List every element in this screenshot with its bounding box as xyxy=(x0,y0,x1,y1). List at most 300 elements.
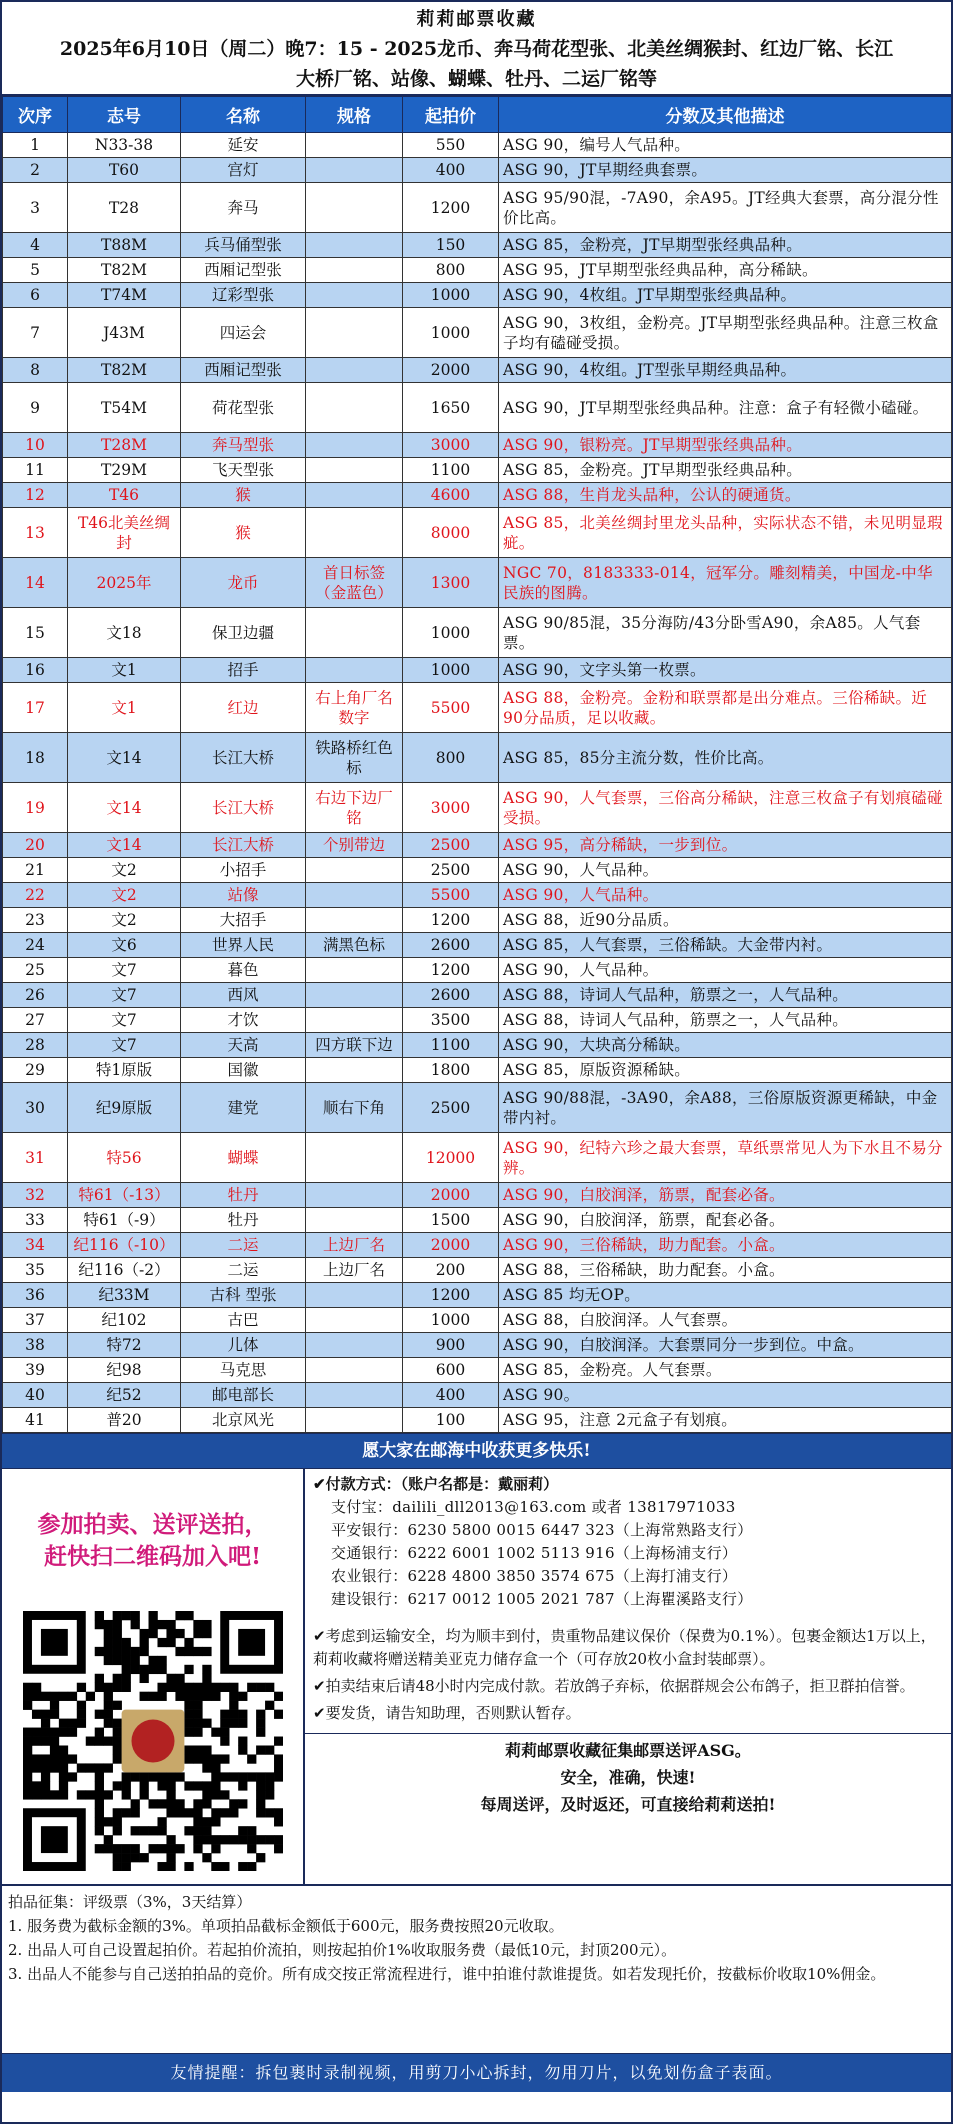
lot-number: 15 xyxy=(3,608,68,658)
lot-start-price: 8000 xyxy=(403,508,499,558)
lot-name: 大招手 xyxy=(181,908,306,933)
lot-description: ASG 85，金粉亮。JT早期型张经典品种。 xyxy=(499,458,952,483)
lot-description: ASG 90，人气品种。 xyxy=(499,883,952,908)
lot-name: 小招手 xyxy=(181,858,306,883)
lot-description: ASG 90，纪特六珍之最大套票，草纸票常见人为下水且不易分辨。 xyxy=(499,1133,952,1183)
lot-number: 16 xyxy=(3,658,68,683)
lot-name: 延安 xyxy=(181,133,306,158)
lot-code: T28M xyxy=(68,433,181,458)
lot-name: 牡丹 xyxy=(181,1208,306,1233)
lot-description: ASG 90，JT早期型张经典品种。注意：盒子有轻微小磕碰。 xyxy=(499,383,952,433)
lot-description: ASG 90，4枚组。JT型张早期经典品种。 xyxy=(499,358,952,383)
lot-start-price: 1500 xyxy=(403,1208,499,1233)
lot-code: 特61（-13） xyxy=(68,1183,181,1208)
lot-name: 才饮 xyxy=(181,1008,306,1033)
lot-code: 文18 xyxy=(68,608,181,658)
lot-start-price: 2500 xyxy=(403,833,499,858)
table-row xyxy=(3,233,952,258)
lot-number: 29 xyxy=(3,1058,68,1083)
lot-table-body xyxy=(3,133,952,1433)
lot-number: 34 xyxy=(3,1233,68,1258)
lot-description: ASG 95/90混，-7A90，余A95。JT经典大套票，高分混分性价比高。 xyxy=(499,183,952,233)
lot-description: ASG 90，银粉亮。JT早期型张经典品种。 xyxy=(499,433,952,458)
lot-number: 23 xyxy=(3,908,68,933)
table-row xyxy=(3,733,952,783)
lot-number: 37 xyxy=(3,1308,68,1333)
table-row xyxy=(3,1208,952,1233)
lot-number: 12 xyxy=(3,483,68,508)
lot-code: 文2 xyxy=(68,858,181,883)
lot-name: 西厢记型张 xyxy=(181,358,306,383)
lot-start-price: 12000 xyxy=(403,1133,499,1183)
lot-name: 长江大桥 xyxy=(181,833,306,858)
lot-description: ASG 85，金粉亮。人气套票。 xyxy=(499,1358,952,1383)
lot-code: 文14 xyxy=(68,733,181,783)
lot-start-price: 100 xyxy=(403,1408,499,1433)
lot-spec: 上边厂名 xyxy=(306,1233,403,1258)
rule-item-1: 1. 服务费为截标金额的3%。单项拍品截标金额低于600元，服务费按照20元收取。 xyxy=(8,1917,564,1935)
lot-code: 特61（-9） xyxy=(68,1208,181,1233)
lot-code: 文1 xyxy=(68,683,181,733)
lot-spec xyxy=(306,608,403,658)
lot-code: T82M xyxy=(68,258,181,283)
lot-description: ASG 90，三俗稀缺，助力配套。小盒。 xyxy=(499,1233,952,1258)
lot-name: 国徽 xyxy=(181,1058,306,1083)
lot-start-price: 800 xyxy=(403,733,499,783)
lot-description: ASG 95，JT早期型张经典品种，高分稀缺。 xyxy=(499,258,952,283)
lot-description: ASG 90，白胶润泽，筋票，配套必备。 xyxy=(499,1208,952,1233)
service-line2: 安全，准确，快速! xyxy=(560,1768,696,1787)
auction-title-line1: 2025年6月10日（周二）晚7：15 - 2025龙币、奔马荷花型张、北美丝绸猴封、红边厂铭、长江 xyxy=(59,38,894,60)
lot-number: 11 xyxy=(3,458,68,483)
lot-code: 特72 xyxy=(68,1333,181,1358)
lot-spec xyxy=(306,508,403,558)
lot-spec: 首日标签（金蓝色） xyxy=(306,558,403,608)
lot-number: 17 xyxy=(3,683,68,733)
lot-name: 兵马俑型张 xyxy=(181,233,306,258)
lot-spec xyxy=(306,158,403,183)
lot-start-price: 1000 xyxy=(403,658,499,683)
lot-name: 红边 xyxy=(181,683,306,733)
lot-start-price: 1000 xyxy=(403,1308,499,1333)
payment-panel xyxy=(305,1469,951,1884)
lot-name: 龙币 xyxy=(181,558,306,608)
table-row xyxy=(3,1183,952,1208)
lot-start-price: 550 xyxy=(403,133,499,158)
consignment-rules xyxy=(2,1886,951,2054)
lot-start-price: 1000 xyxy=(403,283,499,308)
table-row xyxy=(3,1058,952,1083)
table-row xyxy=(3,983,952,1008)
lot-spec xyxy=(306,983,403,1008)
lot-number: 19 xyxy=(3,783,68,833)
lot-code: 纪116（-10） xyxy=(68,1233,181,1258)
col-header-code: 志号 xyxy=(68,97,181,133)
lot-description: ASG 90，白胶润泽。大套票同分一步到位。中盒。 xyxy=(499,1333,952,1358)
auction-title-line2: 大桥厂铭、站像、蝴蝶、牡丹、二运厂铭等 xyxy=(295,68,657,90)
lot-code: T46北美丝绸封 xyxy=(68,508,181,558)
lot-name: 邮电部长 xyxy=(181,1383,306,1408)
lot-spec xyxy=(306,383,403,433)
lot-number: 1 xyxy=(3,133,68,158)
lot-spec xyxy=(306,858,403,883)
col-header-price: 起拍价 xyxy=(403,97,499,133)
table-row xyxy=(3,433,952,458)
promo-panel xyxy=(2,1469,305,1884)
lot-number: 31 xyxy=(3,1133,68,1183)
lot-start-price: 1200 xyxy=(403,958,499,983)
lot-table xyxy=(2,96,952,1433)
lot-spec xyxy=(306,1283,403,1308)
lot-name: 世界人民 xyxy=(181,933,306,958)
lot-code: 文14 xyxy=(68,833,181,858)
lot-spec xyxy=(306,1358,403,1383)
lot-start-price: 400 xyxy=(403,158,499,183)
lot-spec xyxy=(306,883,403,908)
table-row xyxy=(3,358,952,383)
wish-banner: 愿大家在邮海中收获更多快乐! xyxy=(2,1433,951,1469)
lot-spec xyxy=(306,433,403,458)
col-header-name: 名称 xyxy=(181,97,306,133)
lot-start-price: 4600 xyxy=(403,483,499,508)
qr-code-image[interactable] xyxy=(23,1611,283,1871)
lot-code: 文2 xyxy=(68,883,181,908)
lot-start-price: 1000 xyxy=(403,608,499,658)
lot-spec xyxy=(306,958,403,983)
lot-number: 7 xyxy=(3,308,68,358)
lot-description: ASG 90，4枚组。JT早期型张经典品种。 xyxy=(499,283,952,308)
lot-spec: 四方联下边 xyxy=(306,1033,403,1058)
lot-code: 文7 xyxy=(68,1033,181,1058)
lot-start-price: 1100 xyxy=(403,458,499,483)
lot-spec: 个别带边 xyxy=(306,833,403,858)
table-header-row xyxy=(3,97,952,133)
lot-description: ASG 90。 xyxy=(499,1383,952,1408)
lot-name: 牡丹 xyxy=(181,1183,306,1208)
shipping-note: ✔考虑到运输安全，均为顺丰到付，贵重物品建议保价（保费为0.1%）。包裹金额达1万以上，莉莉收藏将赠送精美亚克力储存盒一个（可存放20枚小盒封装邮票）。 xyxy=(313,1627,936,1668)
lot-name: 儿体 xyxy=(181,1333,306,1358)
lot-spec xyxy=(306,1008,403,1033)
lot-number: 4 xyxy=(3,233,68,258)
lot-name: 古科 型张 xyxy=(181,1283,306,1308)
lot-number: 41 xyxy=(3,1408,68,1433)
lot-name: 西厢记型张 xyxy=(181,258,306,283)
lot-number: 6 xyxy=(3,283,68,308)
lot-code: 纪52 xyxy=(68,1383,181,1408)
lot-start-price: 2500 xyxy=(403,1083,499,1133)
lot-start-price: 1200 xyxy=(403,1283,499,1308)
lot-spec xyxy=(306,1308,403,1333)
table-row xyxy=(3,958,952,983)
lot-name: 建党 xyxy=(181,1083,306,1133)
lot-description: ASG 88，三俗稀缺，助力配套。小盒。 xyxy=(499,1258,952,1283)
lot-number: 22 xyxy=(3,883,68,908)
lot-name: 保卫边疆 xyxy=(181,608,306,658)
lot-description: ASG 90，人气品种。 xyxy=(499,958,952,983)
table-row xyxy=(3,1133,952,1183)
table-row xyxy=(3,1283,952,1308)
rule-item-2: 2. 出品人可自己设置起拍价。若起拍价流拍，则按起拍价1%收取服务费（最低10元，封顶200元）。 xyxy=(8,1941,677,1959)
lot-number: 3 xyxy=(3,183,68,233)
lot-spec xyxy=(306,483,403,508)
lot-code: 纪98 xyxy=(68,1358,181,1383)
table-row xyxy=(3,1358,952,1383)
lot-code: 纪9原版 xyxy=(68,1083,181,1133)
table-row xyxy=(3,608,952,658)
lot-number: 20 xyxy=(3,833,68,858)
lot-code: 纪102 xyxy=(68,1308,181,1333)
lot-name: 蝴蝶 xyxy=(181,1133,306,1183)
table-row xyxy=(3,1083,952,1133)
lot-number: 39 xyxy=(3,1358,68,1383)
lot-number: 26 xyxy=(3,983,68,1008)
table-row xyxy=(3,658,952,683)
lot-description: NGC 70，8183333-014，冠军分。雕刻精美，中国龙-中华民族的图腾。 xyxy=(499,558,952,608)
lot-description: ASG 85，人气套票，三俗稀缺。大金带内衬。 xyxy=(499,933,952,958)
lot-start-price: 2000 xyxy=(403,1183,499,1208)
lot-spec xyxy=(306,183,403,233)
lot-name: 古巴 xyxy=(181,1308,306,1333)
table-row xyxy=(3,133,952,158)
lot-start-price: 800 xyxy=(403,258,499,283)
rule-item-3: 3. 出品人不能参与自己送拍拍品的竞价。所有成交按正常流程进行，谁中拍谁付款谁提货。如若发现托价，按截标价收取10%佣金。 xyxy=(8,1965,886,1983)
table-row xyxy=(3,1408,952,1433)
lot-code: T74M xyxy=(68,283,181,308)
lot-code: J43M xyxy=(68,308,181,358)
lot-code: 普20 xyxy=(68,1408,181,1433)
lot-name: 北京风光 xyxy=(181,1408,306,1433)
lot-number: 33 xyxy=(3,1208,68,1233)
lot-name: 猴 xyxy=(181,483,306,508)
lot-start-price: 1800 xyxy=(403,1058,499,1083)
lot-name: 站像 xyxy=(181,883,306,908)
lot-description: ASG 90/88混，-3A90，余A88，三俗原版资源更稀缺，中金带内衬。 xyxy=(499,1083,952,1133)
lot-description: ASG 85 均无OP。 xyxy=(499,1283,952,1308)
lot-spec xyxy=(306,233,403,258)
payment-deadline-note: ✔拍卖结束后请48小时内完成付款。若放鸽子弃标，依据群规会公布鸽子，拒卫群拍信誉。 xyxy=(313,1677,915,1695)
alipay-account: 支付宝：dailili_dll2013@163.com 或者 13817971033 xyxy=(331,1498,736,1516)
lot-start-price: 2000 xyxy=(403,358,499,383)
lot-start-price: 400 xyxy=(403,1383,499,1408)
table-row xyxy=(3,558,952,608)
lot-code: T29M xyxy=(68,458,181,483)
lot-start-price: 5500 xyxy=(403,683,499,733)
bank-account-ccb: 建设银行：6217 0012 1005 2021 787（上海瞿溪路支行） xyxy=(331,1590,753,1608)
lot-code: 文14 xyxy=(68,783,181,833)
lot-start-price: 900 xyxy=(403,1333,499,1358)
lot-number: 13 xyxy=(3,508,68,558)
lot-start-price: 2000 xyxy=(403,1233,499,1258)
shop-name: 莉莉邮票收藏 xyxy=(416,9,537,30)
lot-name: 荷花型张 xyxy=(181,383,306,433)
lot-start-price: 150 xyxy=(403,233,499,258)
lot-start-price: 5500 xyxy=(403,883,499,908)
table-row xyxy=(3,483,952,508)
lot-code: 文6 xyxy=(68,933,181,958)
lot-description: ASG 90，大块高分稀缺。 xyxy=(499,1033,952,1058)
lot-start-price: 2600 xyxy=(403,983,499,1008)
bank-account-bocom: 交通银行：6222 6001 1002 5113 916（上海杨浦支行） xyxy=(331,1544,738,1562)
promo-text-line2: 赶快扫二维码加入吧! xyxy=(43,1543,262,1570)
lot-description: ASG 90/85混，35分海防/43分卧雪A90，余A85。人气套票。 xyxy=(499,608,952,658)
table-row xyxy=(3,1233,952,1258)
lot-spec xyxy=(306,258,403,283)
lot-description: ASG 90，白胶润泽，筋票，配套必备。 xyxy=(499,1183,952,1208)
lot-spec xyxy=(306,358,403,383)
lot-spec xyxy=(306,1383,403,1408)
lot-name: 天高 xyxy=(181,1033,306,1058)
lot-number: 27 xyxy=(3,1008,68,1033)
lot-name: 奔马 xyxy=(181,183,306,233)
lot-spec xyxy=(306,1058,403,1083)
lot-description: ASG 90，人气品种。 xyxy=(499,858,952,883)
lot-spec xyxy=(306,1183,403,1208)
lot-number: 28 xyxy=(3,1033,68,1058)
lot-description: ASG 85，85分主流分数，性价比高。 xyxy=(499,733,952,783)
lot-number: 18 xyxy=(3,733,68,783)
lot-spec xyxy=(306,1408,403,1433)
lot-start-price: 2500 xyxy=(403,858,499,883)
lot-spec xyxy=(306,458,403,483)
lot-code: T28 xyxy=(68,183,181,233)
lot-description: ASG 85，金粉亮，JT早期型张经典品种。 xyxy=(499,233,952,258)
table-row xyxy=(3,183,952,233)
lot-code: T82M xyxy=(68,358,181,383)
lot-spec: 铁路桥红色标 xyxy=(306,733,403,783)
lot-name: 二运 xyxy=(181,1258,306,1283)
lot-code: T88M xyxy=(68,233,181,258)
col-header-no: 次序 xyxy=(3,97,68,133)
table-row xyxy=(3,383,952,433)
lot-spec: 上边厂名 xyxy=(306,1258,403,1283)
lot-description: ASG 95，注意 2元盒子有划痕。 xyxy=(499,1408,952,1433)
lot-name: 西风 xyxy=(181,983,306,1008)
lot-description: ASG 88，诗词人气品种，筋票之一，人气品种。 xyxy=(499,983,952,1008)
lot-number: 35 xyxy=(3,1258,68,1283)
qr-code-graphic xyxy=(23,1611,283,1871)
lot-name: 长江大桥 xyxy=(181,783,306,833)
lot-number: 32 xyxy=(3,1183,68,1208)
lot-name: 四运会 xyxy=(181,308,306,358)
promo-text-line1: 参加拍卖、送评送拍， xyxy=(37,1511,268,1538)
lot-spec: 右边下边厂铭 xyxy=(306,783,403,833)
table-row xyxy=(3,833,952,858)
lot-code: T54M xyxy=(68,383,181,433)
lot-start-price: 1650 xyxy=(403,383,499,433)
grading-service xyxy=(305,1733,951,1818)
lot-number: 21 xyxy=(3,858,68,883)
lot-number: 30 xyxy=(3,1083,68,1133)
header xyxy=(2,2,951,96)
lot-code: 纪33M xyxy=(68,1283,181,1308)
lot-name: 招手 xyxy=(181,658,306,683)
lot-spec xyxy=(306,908,403,933)
lot-number: 9 xyxy=(3,383,68,433)
col-header-desc: 分数及其他描述 xyxy=(499,97,952,133)
lot-name: 奔马型张 xyxy=(181,433,306,458)
lot-name: 二运 xyxy=(181,1233,306,1258)
lot-description: ASG 88，近90分品质。 xyxy=(499,908,952,933)
lot-start-price: 200 xyxy=(403,1258,499,1283)
info-section xyxy=(2,1469,951,1886)
table-row xyxy=(3,508,952,558)
bank-account-pingan: 平安银行：6230 5800 0015 6447 323（上海常熟路支行） xyxy=(331,1521,753,1539)
table-row xyxy=(3,1258,952,1283)
lot-number: 14 xyxy=(3,558,68,608)
lot-code: 文1 xyxy=(68,658,181,683)
table-row xyxy=(3,908,952,933)
table-row xyxy=(3,1383,952,1408)
lot-description: ASG 90，编号人气品种。 xyxy=(499,133,952,158)
lot-name: 辽彩型张 xyxy=(181,283,306,308)
service-line3: 每周送评，及时返还，可直接给莉莉送拍! xyxy=(480,1795,776,1814)
lot-name: 飞天型张 xyxy=(181,458,306,483)
lot-start-price: 3500 xyxy=(403,1008,499,1033)
lot-code: 文7 xyxy=(68,983,181,1008)
lot-spec xyxy=(306,308,403,358)
lot-start-price: 1000 xyxy=(403,308,499,358)
lot-spec xyxy=(306,1333,403,1358)
lot-name: 宫灯 xyxy=(181,158,306,183)
lot-code: T60 xyxy=(68,158,181,183)
lot-start-price: 1100 xyxy=(403,1033,499,1058)
lot-description: ASG 88，生肖龙头品种，公认的硬通货。 xyxy=(499,483,952,508)
lot-start-price: 3000 xyxy=(403,783,499,833)
lot-description: ASG 90，3枚组，金粉亮。JT早期型张经典品种。注意三枚盒子均有磕碰受损。 xyxy=(499,308,952,358)
lot-name: 长江大桥 xyxy=(181,733,306,783)
payment-title: ✔付款方式：（账户名都是：戴丽莉） xyxy=(313,1475,559,1493)
lot-spec xyxy=(306,283,403,308)
table-row xyxy=(3,933,952,958)
lot-spec xyxy=(306,1208,403,1233)
bank-account-abc: 农业银行：6228 4800 3850 3574 675（上海打浦支行） xyxy=(331,1567,738,1585)
table-row xyxy=(3,1333,952,1358)
lot-number: 40 xyxy=(3,1383,68,1408)
lot-start-price: 1200 xyxy=(403,908,499,933)
lot-spec xyxy=(306,1133,403,1183)
service-line1: 莉莉邮票收藏征集邮票送评ASG。 xyxy=(505,1741,751,1760)
table-row xyxy=(3,458,952,483)
lot-description: ASG 90，人气套票，三俗高分稀缺，注意三枚盒子有划痕磕碰受损。 xyxy=(499,783,952,833)
lot-name: 马克思 xyxy=(181,1358,306,1383)
lot-number: 10 xyxy=(3,433,68,458)
rules-title: 拍品征集：评级票（3%，3天结算） xyxy=(8,1893,252,1911)
lot-name: 猴 xyxy=(181,508,306,558)
lot-number: 38 xyxy=(3,1333,68,1358)
lot-spec: 右上角厂名数字 xyxy=(306,683,403,733)
lot-spec: 满黑色标 xyxy=(306,933,403,958)
table-row xyxy=(3,783,952,833)
lot-description: ASG 88，诗词人气品种，筋票之一，人气品种。 xyxy=(499,1008,952,1033)
table-row xyxy=(3,283,952,308)
col-header-spec: 规格 xyxy=(306,97,403,133)
lot-description: ASG 88，白胶润泽。人气套票。 xyxy=(499,1308,952,1333)
lot-spec xyxy=(306,658,403,683)
lot-description: ASG 88，金粉亮。金粉和联票都是出分难点。三俗稀缺。近90分品质，足以收藏。 xyxy=(499,683,952,733)
lot-spec: 顺右下角 xyxy=(306,1083,403,1133)
reminder-footer: 友情提醒：拆包裹时录制视频，用剪刀小心拆封，勿用刀片，以免划伤盒子表面。 xyxy=(2,2054,951,2092)
lot-description: ASG 95，高分稀缺，一步到位。 xyxy=(499,833,952,858)
lot-code: T46 xyxy=(68,483,181,508)
lot-number: 24 xyxy=(3,933,68,958)
lot-description: ASG 85，北美丝绸封里龙头品种，实际状态不错，未见明显瑕疵。 xyxy=(499,508,952,558)
lot-description: ASG 90，JT早期经典套票。 xyxy=(499,158,952,183)
lot-number: 8 xyxy=(3,358,68,383)
table-row xyxy=(3,1308,952,1333)
table-row xyxy=(3,858,952,883)
lot-number: 36 xyxy=(3,1283,68,1308)
lot-description: ASG 85，原版资源稀缺。 xyxy=(499,1058,952,1083)
